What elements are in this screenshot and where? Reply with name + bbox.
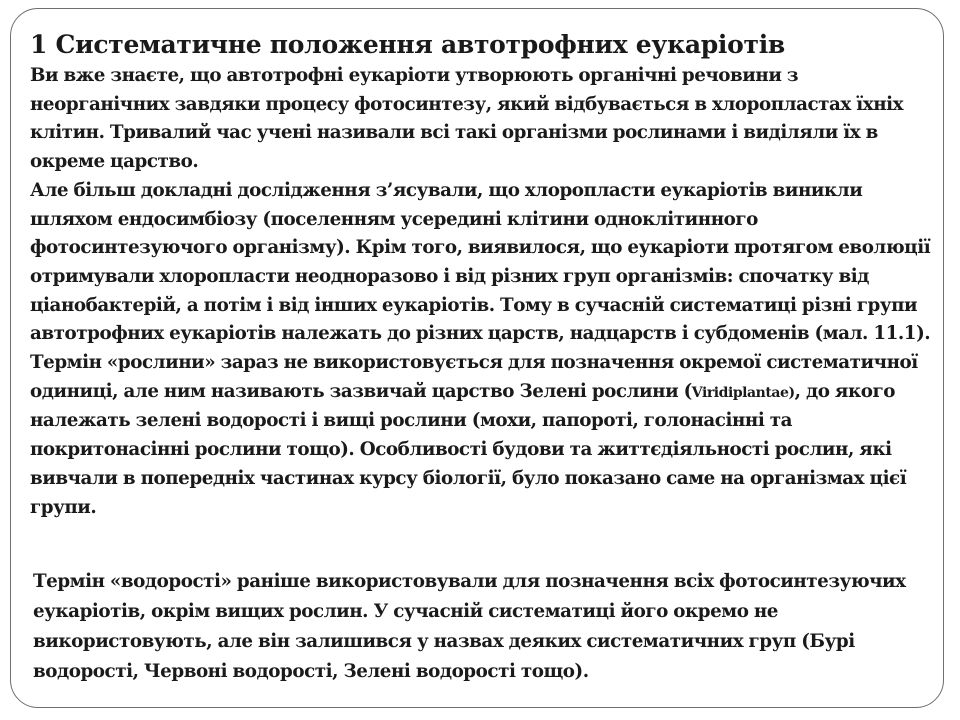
slide-title: 1 Систематичне положення автотрофних еукаріотів: [30, 30, 785, 59]
plants-term-text-after: , до якого належать зелені водорості і вищі рослини (мохи, папороті, голонасінні та покритонасінні рослини тощо). Особливості будови та життєдіяльності рослин, які вивчали в попередніх частинах курсу біології, було показано саме на організмах цієї групи.: [30, 380, 907, 518]
paragraph-algae-term: Термін «водорості» раніше використовували для позначення всіх фотосинтезуючих еукаріотів, окрім вищих рослин. У сучасній систематиці його окремо не використовують, але він залишився у назвах деяких систематичних груп (Бурі водорості, Червоні водорості, Зелені водорості тощо).: [33, 571, 906, 682]
paragraph-endosymbiosis: Але більш докладні дослідження з’ясували, що хлоропласти еукаріотів виникли шляхом ендосимбіозу (поселенням усередині клітини одноклітинного фотосинтезуючого організму). Крім того, виявилося, що еукаріоти протягом еволюції отримували хлоропласти неодноразово і від різних груп організмів: спочатку від ціанобактерій, а потім і від інших еукаріотів. Тому в сучасній систематиці різні групи автотрофних еукаріотів належать до різних царств, надцарств і субдоменів (мал. 11.1).: [30, 179, 931, 345]
slide-content: [30, 30, 935, 522]
latin-name-viridiplantae: Viridiplantae): [691, 384, 795, 401]
paragraph-plants-term: [30, 349, 935, 522]
plants-term-text-before: Термін «рослини» зараз не використовується для позначення окремої систематичної одиниці, але ним називають зазвичай царство Зелені рослини (: [30, 352, 918, 402]
paragraph-autotrophs: Ви вже знаєте, що автотрофні еукаріоти утворюють органічні речовини з неорганічних завдяки процесу фотосинтезу, який відбувається в хлоропластах їхніх клітин. Тривалий час учені називали всі такі організми рослинами і виділяли їх в окреме царство.: [30, 65, 904, 173]
algae-note: [33, 567, 943, 687]
